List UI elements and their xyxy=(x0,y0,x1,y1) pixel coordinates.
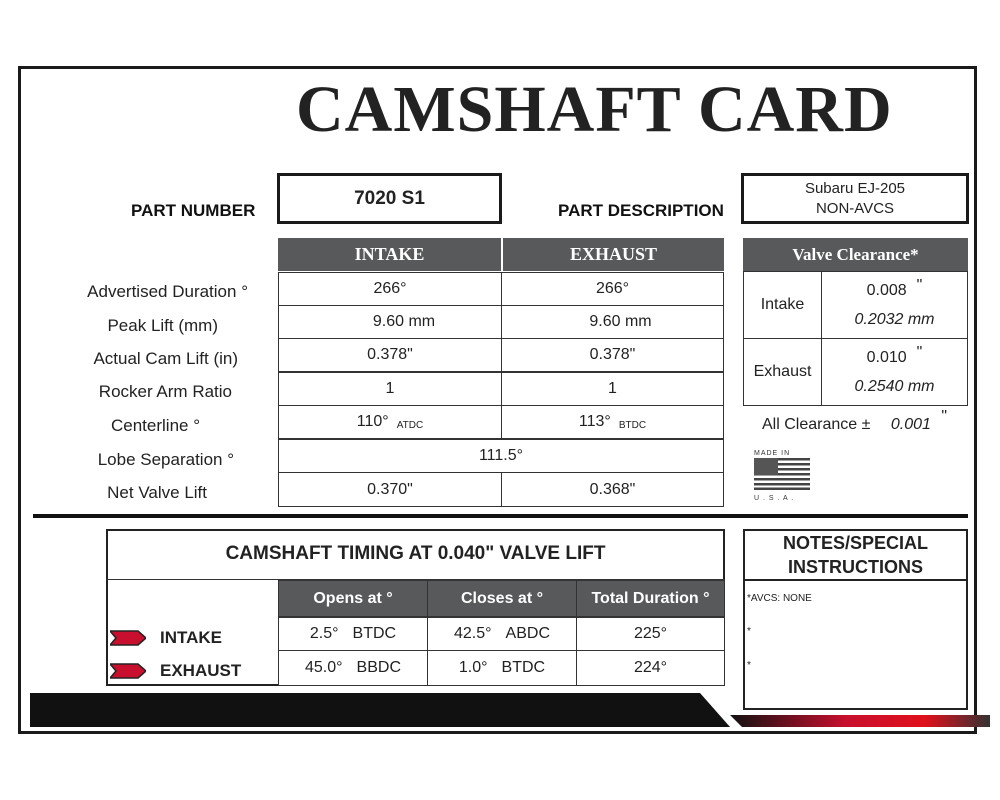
inch-mark: " xyxy=(916,344,923,361)
exhaust-total-duration: 224° xyxy=(576,650,725,686)
note-item: * xyxy=(747,626,751,637)
timing-intake-label: INTAKE xyxy=(160,628,223,647)
intake-centerline-value: 110° xyxy=(356,413,389,430)
inch-mark: " xyxy=(941,408,948,425)
exhaust-closes xyxy=(427,650,577,686)
notes-title xyxy=(743,531,968,579)
clearance-intake-inch-value: 0.008 xyxy=(866,282,907,299)
exhaust-rocker-arm-ratio: 1 xyxy=(501,372,724,406)
intake-closes-value: 42.5° xyxy=(454,625,492,642)
clearance-intake-label: Intake xyxy=(743,271,822,339)
exhaust-header: EXHAUST xyxy=(503,238,724,271)
part-number-label: PART NUMBER xyxy=(131,201,256,220)
part-description-line-2: NON-AVCS xyxy=(815,199,895,217)
notes-divider xyxy=(743,579,968,581)
intake-closes xyxy=(427,617,577,651)
exhaust-net-valve-lift: 0.368" xyxy=(501,472,724,507)
exhaust-closes-value: 1.0° xyxy=(458,659,488,676)
us-flag-icon xyxy=(754,458,810,490)
exhaust-centerline xyxy=(501,405,724,439)
section-divider xyxy=(33,514,968,518)
exhaust-opens xyxy=(278,650,428,686)
clearance-exhaust-label: Exhaust xyxy=(743,338,822,406)
intake-rocker-arm-ratio: 1 xyxy=(278,372,502,406)
exhaust-peak-lift-value: 9.60 mm xyxy=(589,313,652,330)
part-description-box xyxy=(741,173,969,224)
notes-title-line-1: NOTES/SPECIAL xyxy=(782,533,929,553)
made-in-text: MADE IN xyxy=(754,450,791,457)
valve-clearance-header: Valve Clearance* xyxy=(743,238,968,271)
intake-net-valve-lift: 0.370" xyxy=(278,472,502,507)
intake-total-duration: 225° xyxy=(576,617,725,651)
row-label-lobe-separation: Lobe Separation ° xyxy=(97,450,234,469)
row-label-peak-lift: Peak Lift (mm) xyxy=(107,316,218,335)
part-description-label: PART DESCRIPTION xyxy=(558,201,724,220)
intake-opens-value: 2.5° xyxy=(309,625,339,642)
clearance-exhaust-inch-value: 0.010 xyxy=(866,349,907,366)
clearance-exhaust-values xyxy=(821,338,968,406)
exhaust-opens-ref: BBDC xyxy=(356,659,401,676)
timing-header-opens: Opens at ° xyxy=(278,580,428,617)
exhaust-advertised-duration: 266° xyxy=(501,272,724,306)
clearance-intake-values xyxy=(821,271,968,339)
timing-exhaust-label: EXHAUST xyxy=(160,661,242,680)
row-label-centerline: Centerline ° xyxy=(110,416,200,435)
inch-mark: " xyxy=(916,277,923,294)
clearance-exhaust-mm: 0.2540 mm xyxy=(854,378,935,395)
exhaust-opens-value: 45.0° xyxy=(305,659,343,676)
note-item: *AVCS: NONE xyxy=(747,593,812,604)
all-clearance-value: 0.001 xyxy=(890,416,931,433)
made-in-usa-logo xyxy=(754,450,812,500)
intake-advertised-duration: 266° xyxy=(278,272,502,306)
intake-centerline xyxy=(278,405,502,439)
row-label-advertised-duration: Advertised Duration ° xyxy=(87,282,248,301)
intake-centerline-ref: ATDC xyxy=(396,419,424,431)
card-title: CAMSHAFT CARD xyxy=(296,73,893,146)
clearance-intake-inch xyxy=(867,276,923,306)
all-clearance-label: All Clearance ± xyxy=(762,416,871,433)
part-description-line-1: Subaru EJ-205 xyxy=(804,179,906,197)
timing-header-total: Total Duration ° xyxy=(576,580,725,617)
clearance-exhaust-inch xyxy=(867,343,923,373)
usa-text: U . S . A . xyxy=(754,495,795,502)
part-number-box xyxy=(277,173,502,224)
clearance-intake-mm: 0.2032 mm xyxy=(854,311,935,328)
intake-closes-ref: ABDC xyxy=(505,625,550,642)
all-clearance xyxy=(762,408,948,434)
intake-arrow-icon xyxy=(110,630,146,646)
intake-header: INTAKE xyxy=(278,238,501,271)
timing-header-closes: Closes at ° xyxy=(427,580,577,617)
exhaust-centerline-ref: BTDC xyxy=(618,419,647,431)
exhaust-peak-lift xyxy=(501,305,724,339)
lobe-separation-value: 111.5° xyxy=(278,439,724,473)
part-number-value: 7020 S1 xyxy=(354,187,425,209)
exhaust-arrow-icon xyxy=(110,663,146,679)
timing-title: CAMSHAFT TIMING AT 0.040" VALVE LIFT xyxy=(106,529,725,580)
exhaust-centerline-value: 113° xyxy=(578,413,611,430)
note-item: * xyxy=(747,660,751,671)
intake-peak-lift-value: 9.60 mm xyxy=(372,313,436,330)
intake-opens xyxy=(278,617,428,651)
intake-opens-ref: BTDC xyxy=(352,625,397,642)
row-label-actual-cam-lift: Actual Cam Lift (in) xyxy=(93,349,238,368)
intake-peak-lift xyxy=(278,305,502,339)
exhaust-actual-cam-lift: 0.378" xyxy=(501,338,724,372)
exhaust-closes-ref: BTDC xyxy=(501,659,546,676)
intake-actual-cam-lift: 0.378" xyxy=(278,338,502,372)
row-label-rocker-arm-ratio: Rocker Arm Ratio xyxy=(98,382,232,401)
notes-title-line-2: INSTRUCTIONS xyxy=(788,557,923,577)
row-label-net-valve-lift: Net Valve Lift xyxy=(107,483,207,502)
